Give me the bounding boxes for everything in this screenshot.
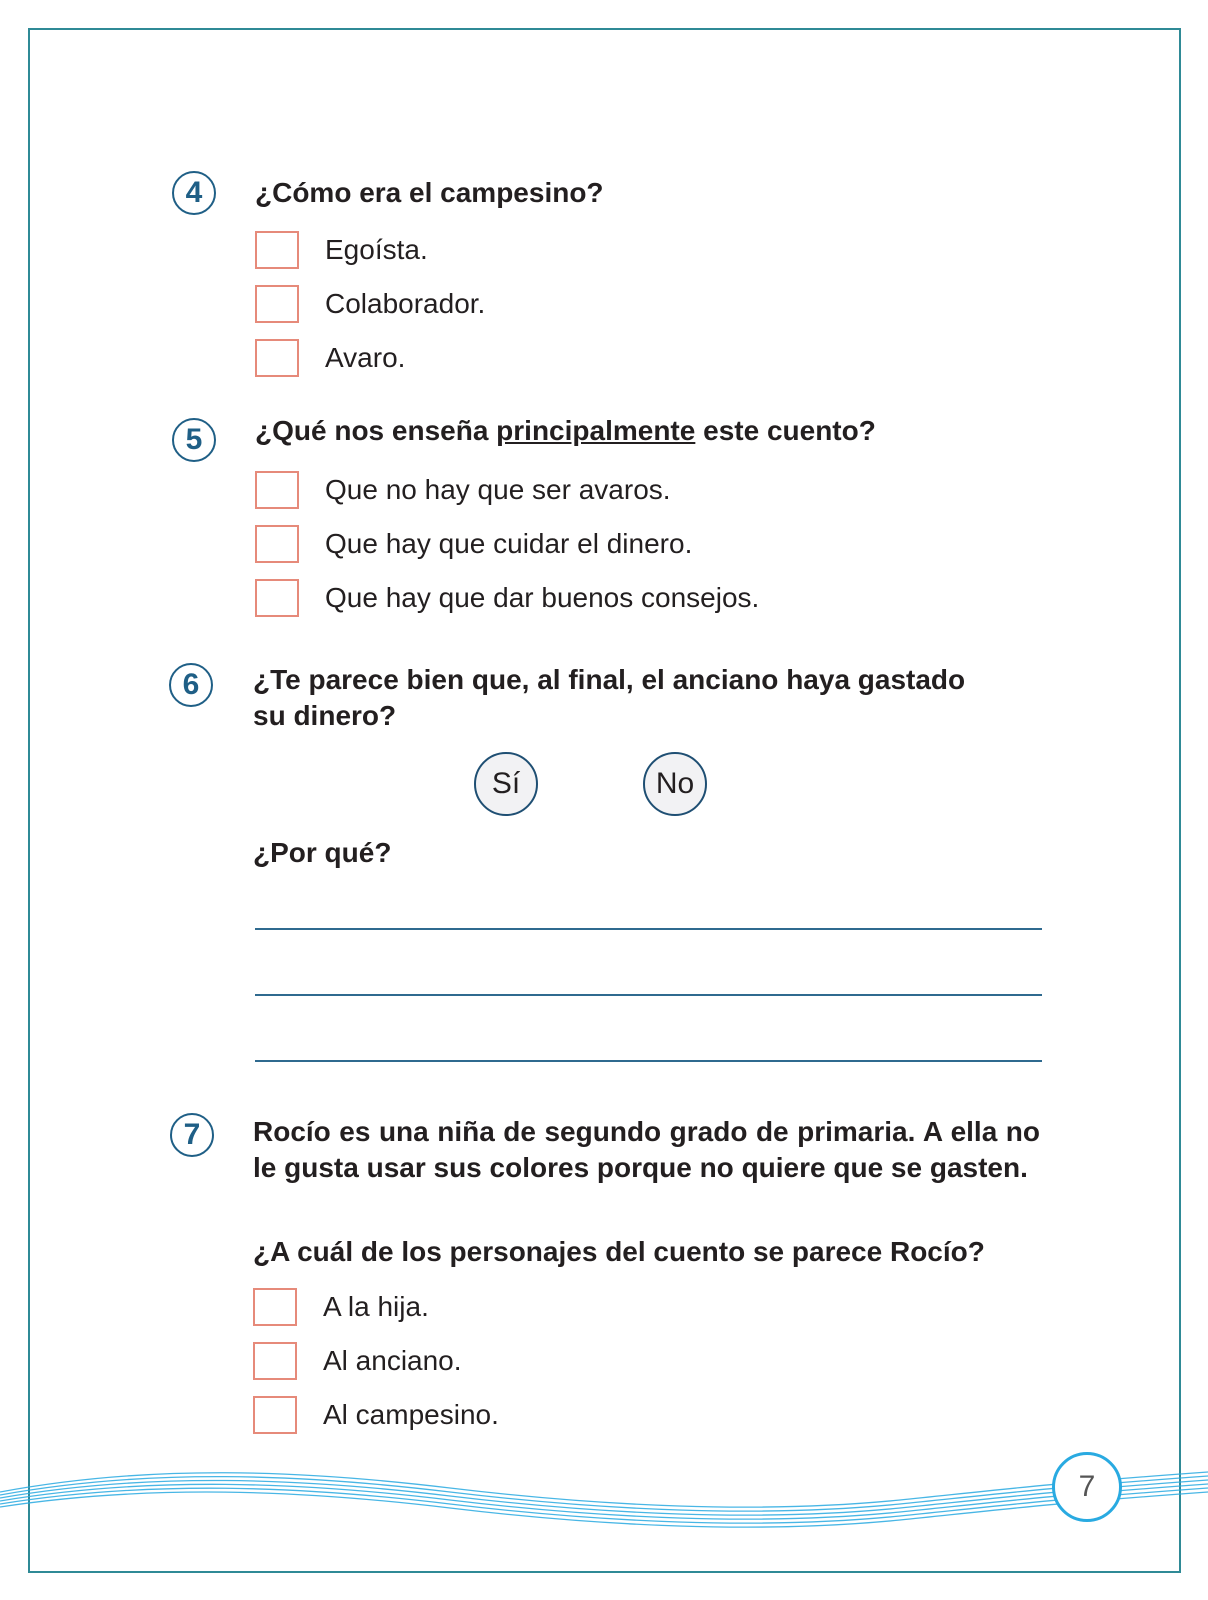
checkbox[interactable] <box>253 1288 297 1326</box>
yes-choice[interactable]: Sí <box>474 752 538 816</box>
question-4-number: 4 <box>172 171 216 215</box>
question-5-option-3[interactable] <box>255 578 759 618</box>
question-7-option-3[interactable] <box>253 1395 499 1435</box>
option-label: Colaborador. <box>325 288 486 319</box>
option-label: Avaro. <box>325 342 406 373</box>
question-5-underlined-word: principalmente <box>496 415 696 446</box>
option-label: Al campesino. <box>323 1399 499 1430</box>
option-label: Que hay que cuidar el dinero. <box>325 528 693 559</box>
no-choice[interactable]: No <box>643 752 707 816</box>
wave-decoration <box>0 1460 1208 1540</box>
why-label: ¿Por qué? <box>253 837 392 868</box>
question-7-option-2[interactable] <box>253 1341 462 1381</box>
question-5-option-2[interactable] <box>255 524 692 564</box>
question-5-text-start: ¿Qué nos enseña <box>255 415 497 446</box>
question-5-text-end: este cuento? <box>695 415 876 446</box>
question-6-text-line-1: ¿Te parece bien que, al final, el anciano haya gastado <box>253 664 966 695</box>
question-4-option-1[interactable] <box>255 230 428 270</box>
checkbox[interactable] <box>255 339 299 377</box>
checkbox[interactable] <box>255 471 299 509</box>
question-6-number: 6 <box>169 663 213 707</box>
question-5-option-1[interactable] <box>255 470 671 510</box>
option-label: Que no hay que ser avaros. <box>325 474 671 505</box>
answer-line-1[interactable] <box>255 928 1042 930</box>
page-frame <box>28 28 1181 1573</box>
question-6-text-line-2: su dinero? <box>253 700 397 731</box>
question-7-text: ¿A cuál de los personajes del cuento se parece Rocío? <box>253 1236 985 1267</box>
checkbox[interactable] <box>255 285 299 323</box>
option-label: Que hay que dar buenos consejos. <box>325 582 760 613</box>
question-7-option-1[interactable] <box>253 1287 429 1327</box>
question-4-option-3[interactable] <box>255 338 405 378</box>
checkbox[interactable] <box>255 525 299 563</box>
question-5-number: 5 <box>172 418 216 462</box>
option-label: Egoísta. <box>325 234 428 265</box>
question-4-option-2[interactable] <box>255 284 485 324</box>
answer-line-2[interactable] <box>255 994 1042 996</box>
checkbox[interactable] <box>253 1396 297 1434</box>
checkbox[interactable] <box>255 231 299 269</box>
option-label: A la hija. <box>323 1291 429 1322</box>
question-7-statement: Rocío es una niña de segundo grado de primaria. A ella no le gusta usar sus colores porque no quiere que se gasten. <box>253 1116 1040 1183</box>
question-7-number: 7 <box>170 1113 214 1157</box>
question-5-text <box>255 413 876 449</box>
checkbox[interactable] <box>255 579 299 617</box>
answer-line-3[interactable] <box>255 1060 1042 1062</box>
question-4-text: ¿Cómo era el campesino? <box>255 177 604 208</box>
page-number: 7 <box>1052 1452 1122 1522</box>
checkbox[interactable] <box>253 1342 297 1380</box>
option-label: Al anciano. <box>323 1345 462 1376</box>
